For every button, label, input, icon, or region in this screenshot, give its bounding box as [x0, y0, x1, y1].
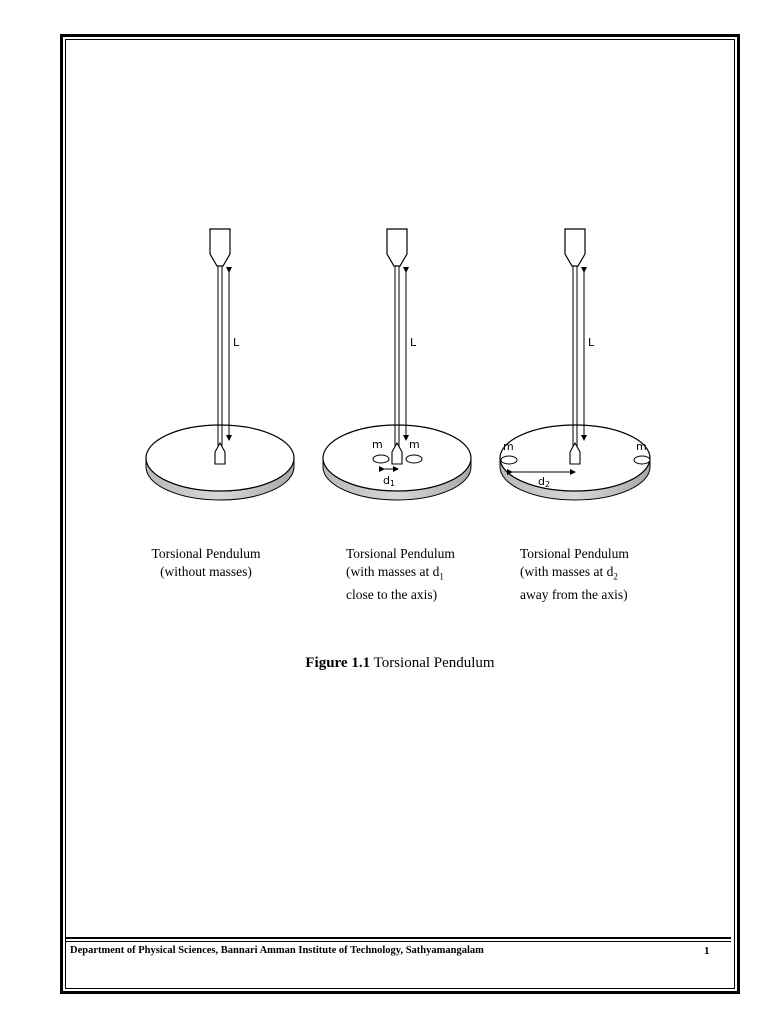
caption-line: Torsional Pendulum — [346, 546, 455, 561]
caption-line: (with masses at $d_2$ — [520, 564, 618, 582]
caption-masses-away — [520, 545, 670, 604]
pendulum-masses-away — [500, 229, 650, 500]
pendulum-without-masses — [146, 229, 294, 500]
d1-label: d1 — [383, 474, 396, 488]
caption-line: (with masses at $d_1$ — [346, 564, 444, 582]
caption-masses-close — [346, 545, 496, 604]
length-label: L — [588, 336, 595, 349]
figure-title — [200, 655, 600, 672]
mass-label-right: m — [409, 438, 420, 451]
d2-label: d2 — [538, 475, 551, 489]
caption-line: away from the axis) — [520, 586, 628, 602]
mass-right — [634, 456, 650, 464]
mass-right — [406, 455, 422, 463]
pendulum-masses-close — [323, 229, 471, 500]
mass-label-left: m — [372, 438, 383, 451]
clamp-top — [210, 229, 230, 266]
figure-title-text: Torsional Pendulum — [370, 655, 495, 671]
caption-line: close to the axis) — [346, 586, 438, 602]
page-number: 1 — [704, 945, 710, 957]
clamp-top — [565, 229, 585, 266]
caption-line: Torsional Pendulum — [151, 546, 261, 561]
mass-label-right: m — [636, 440, 647, 453]
footer-rule — [65, 937, 731, 939]
caption-line: (without masses) — [160, 564, 252, 579]
caption-line: Torsional Pendulum — [520, 546, 629, 561]
clamp-top — [387, 229, 407, 266]
mass-left — [373, 455, 389, 463]
footer-department: Department of Physical Sciences, Bannari Amman Institute of Technology, Sathyamangalam — [70, 945, 484, 956]
length-label: L — [233, 336, 240, 349]
mass-label-left: m — [503, 440, 514, 453]
length-label: L — [410, 336, 417, 349]
figure-number: Figure 1.1 — [305, 655, 371, 671]
mass-left — [501, 456, 517, 464]
footer-rule-thin — [65, 941, 731, 942]
caption-without-masses — [136, 545, 276, 581]
